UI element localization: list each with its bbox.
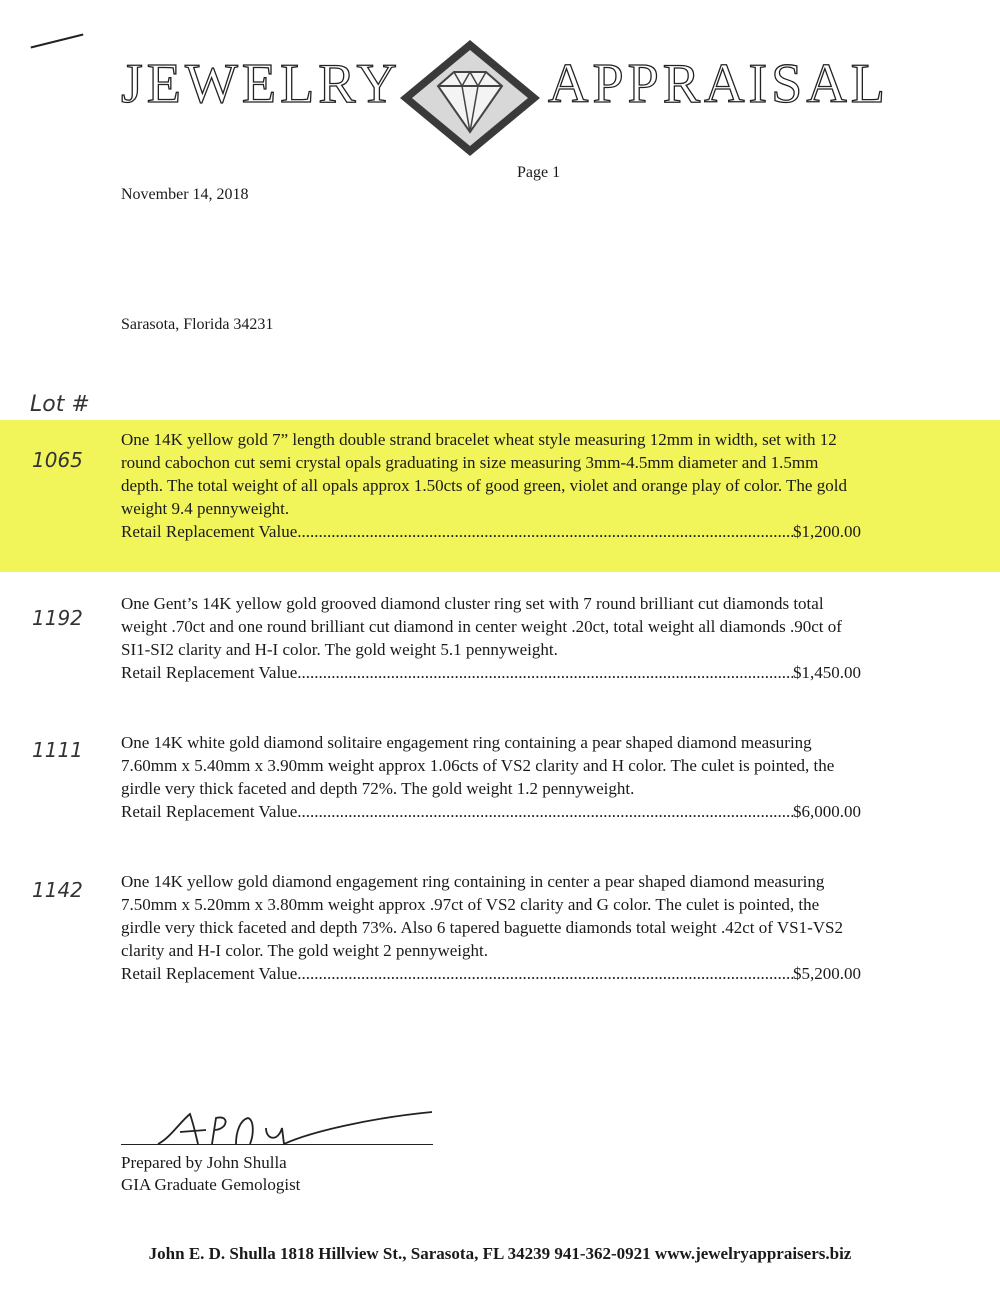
appraisal-item xyxy=(121,870,861,985)
value-amount: $5,200.00 xyxy=(793,964,861,983)
leader-dots xyxy=(297,520,793,543)
lot-number: 1142 xyxy=(32,878,83,902)
item-description: One 14K yellow gold diamond engagement ring containing in center a pear shaped diamond measuring 7.50mm x 5.20mm x 3.80mm weight approx .97ct of VS2 clarity and G color. The culet is pointed, the girdle very thick faceted and depth 73%. Also 6 tapered baguette diamonds total weight .42ct of VS1-VS2 clarity and H-I color. The gold weight 2 pennyweight. xyxy=(121,872,844,960)
value-label: Retail Replacement Value xyxy=(121,964,298,983)
appraisal-item xyxy=(121,731,861,823)
value-label: Retail Replacement Value xyxy=(121,522,298,541)
title-jewelry: JEWELRY xyxy=(121,53,401,115)
lot-number: 1111 xyxy=(32,738,83,762)
document-date: November 14, 2018 xyxy=(121,186,249,203)
value-row xyxy=(121,800,861,823)
page-number: Page 1 xyxy=(517,164,561,181)
leader-dots xyxy=(297,800,793,823)
value-label: Retail Replacement Value xyxy=(121,802,298,821)
diamond-logo-icon xyxy=(398,38,542,158)
lot-number: 1065 xyxy=(32,448,83,472)
prepared-by: Prepared by John Shulla xyxy=(121,1153,287,1172)
item-description: One 14K yellow gold 7” length double strand bracelet wheat style measuring 12mm in width, set with 12 round cabochon cut semi crystal opals graduating in size measuring 3mm-4.5mm diameter and 1.5mm depth. The total weight of all opals approx 1.50cts of good green, violet and orange play of color. The gold weight 9.4 pennyweight. xyxy=(121,430,847,518)
pen-mark xyxy=(31,33,84,48)
title-appraisal: APPRAISAL xyxy=(548,53,889,115)
item-description: One Gent’s 14K yellow gold grooved diamond cluster ring set with 7 round brilliant cut diamonds total weight .70ct and one round brilliant cut diamond in center weight .20ct, total weight all diamonds .90ct of SI1-SI2 clarity and H-I color. The gold weight 5.1 pennyweight. xyxy=(121,594,842,659)
appraisal-item xyxy=(121,592,861,684)
credential: GIA Graduate Gemologist xyxy=(121,1175,301,1194)
value-row xyxy=(121,520,861,543)
value-row xyxy=(121,962,861,985)
value-amount: $6,000.00 xyxy=(793,802,861,821)
lot-header: Lot # xyxy=(30,392,90,417)
value-label: Retail Replacement Value xyxy=(121,663,298,682)
client-address: Sarasota, Florida 34231 xyxy=(121,316,274,333)
value-amount: $1,450.00 xyxy=(793,663,861,682)
value-row xyxy=(121,661,861,684)
footer-contact: John E. D. Shulla 1818 Hillview St., Sarasota, FL 34239 941-362-0921 www.jewelryappraisers.biz xyxy=(148,1244,852,1263)
leader-dots xyxy=(297,661,793,684)
lot-number: 1192 xyxy=(32,606,83,630)
leader-dots xyxy=(297,962,793,985)
value-amount: $1,200.00 xyxy=(793,522,861,541)
signature-line xyxy=(121,1144,433,1145)
appraisal-item xyxy=(121,428,861,543)
item-description: One 14K white gold diamond solitaire engagement ring containing a pear shaped diamond measuring 7.60mm x 5.40mm x 3.90mm weight approx 1.06cts of VS2 clarity and H color. The culet is pointed, the girdle very thick faceted and depth 72%. The gold weight 1.2 pennyweight. xyxy=(121,733,835,798)
signature-block xyxy=(121,1152,300,1196)
